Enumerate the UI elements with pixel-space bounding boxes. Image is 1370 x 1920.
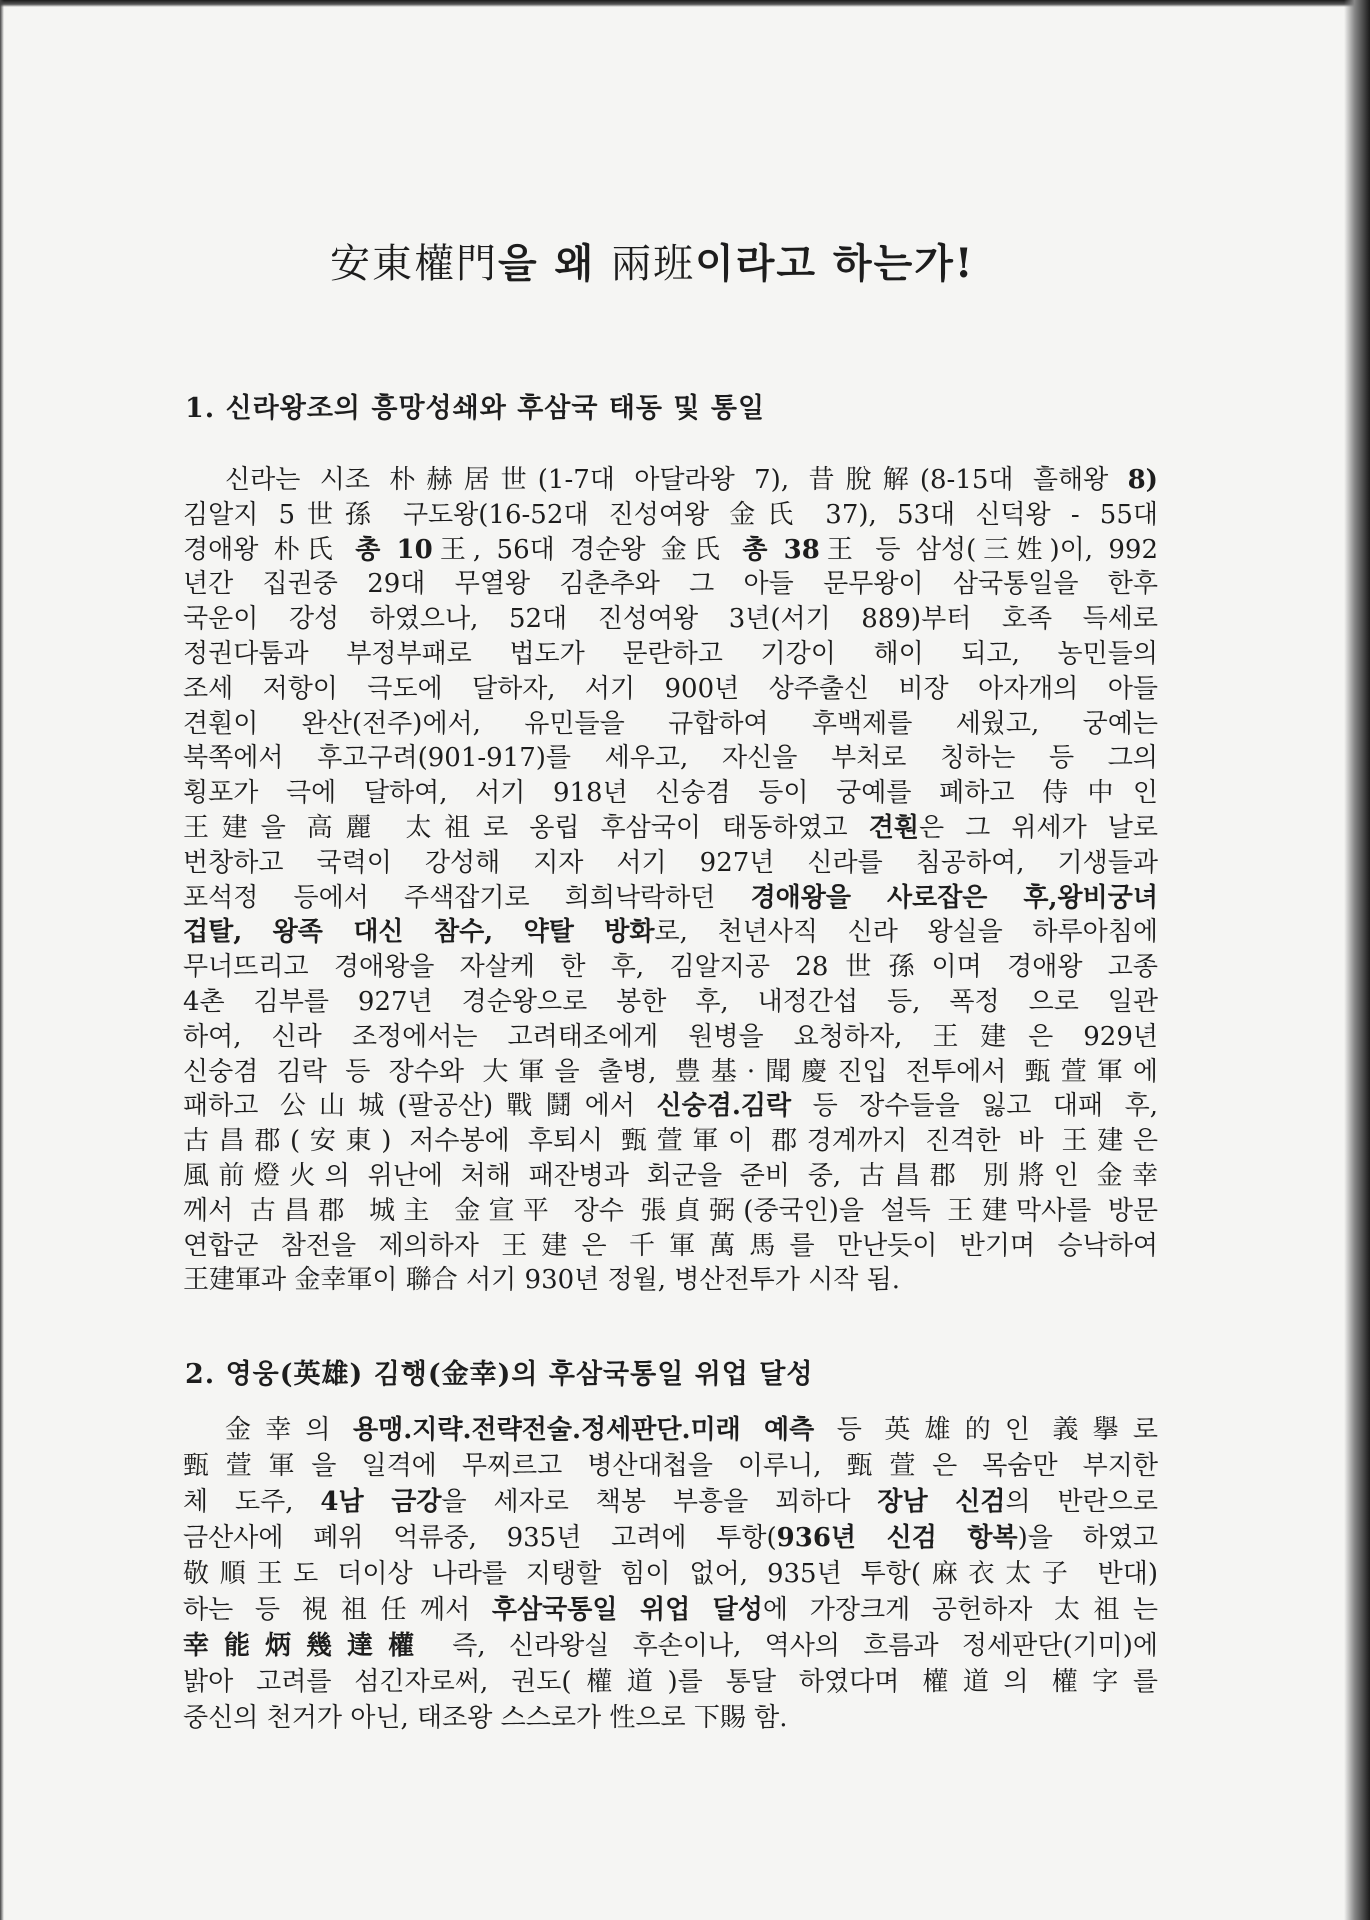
text-segment: 중신의 천거가 아닌, 태조왕 스스로가 性으로 下賜 함. bbox=[183, 1703, 788, 1733]
bold-text: 겁탈, 왕족 대신 참수, 약탈 방화 bbox=[183, 917, 655, 948]
text-line bbox=[183, 811, 1158, 846]
bold-text: 견훤 bbox=[868, 812, 919, 843]
text-segment: 4촌 김부를 927년 경순왕으로 봉한 후, 내정간섭 등, 폭정 으로 일관 bbox=[183, 986, 1158, 1017]
text-segment: 王, 56대 경순왕 金氏 bbox=[432, 534, 743, 565]
text-segment: 하여, 신라 조정에서는 고려태조에게 원병을 요청하자, 王建은 929년 bbox=[183, 1021, 1158, 1052]
text-line bbox=[183, 463, 1158, 498]
text-line bbox=[183, 567, 1158, 602]
text-line bbox=[183, 985, 1158, 1020]
document-title bbox=[330, 232, 974, 289]
text-segment: 금산사에 폐위 억류중, 935년 고려에 투항( bbox=[183, 1523, 777, 1553]
text-segment: 번창하고 국력이 강성해 지자 서기 927년 신라를 침공하여, 기생들과 bbox=[183, 847, 1158, 878]
title-segment: 을 왜 bbox=[498, 240, 612, 287]
text-segment: 의 반란으로 bbox=[1005, 1487, 1158, 1517]
text-segment: 로, 천년사직 신라 왕실을 하루아침에 bbox=[654, 917, 1158, 948]
text-segment: 북쪽에서 후고구려(901-917)를 세우고, 자신을 부처로 칭하는 등 그의 bbox=[183, 743, 1158, 774]
text-segment: 패하고 公山城(팔공산)戰鬪에서 bbox=[183, 1091, 657, 1122]
text-line bbox=[183, 1124, 1158, 1159]
text-line bbox=[183, 1628, 1158, 1664]
bold-text: 후삼국통일 위업 달성 bbox=[491, 1595, 763, 1625]
text-line bbox=[183, 1412, 1158, 1448]
text-line bbox=[183, 707, 1158, 742]
bold-text: 총 10 bbox=[355, 534, 433, 565]
text-line bbox=[183, 672, 1158, 707]
bold-text: 8) bbox=[1127, 465, 1158, 495]
text-segment: 신라는 시조 朴赫居世(1-7대 아달라왕 7), 昔脫解(8-15대 흘해왕 bbox=[225, 465, 1128, 495]
text-segment: 을 세자로 책봉 부흥을 꾀하다 bbox=[441, 1487, 878, 1517]
text-line bbox=[183, 1520, 1158, 1556]
text-line bbox=[183, 602, 1158, 637]
text-segment: 밝아 고려를 섬긴자로써, 권도(權道)를 통달 하였다며 權道의 權字를 bbox=[183, 1667, 1158, 1697]
scan-edge-left bbox=[0, 0, 4, 1920]
text-line bbox=[183, 1556, 1158, 1592]
text-segment: 횡포가 극에 달하여, 서기 918년 신숭겸 등이 궁예를 폐하고 侍中인 bbox=[183, 778, 1158, 809]
bold-text: 신숭겸.김락 bbox=[656, 1091, 792, 1122]
text-line bbox=[183, 533, 1158, 568]
text-line bbox=[183, 1484, 1158, 1520]
text-segment: 정권다툼과 부정부패로 법도가 문란하고 기강이 해이 되고, 농민들의 bbox=[183, 638, 1158, 669]
text-segment: 風前燈火의 위난에 처해 패잔병과 회군을 준비 중, 古昌郡 別將인 金幸 bbox=[183, 1160, 1158, 1191]
text-line bbox=[183, 1700, 1158, 1736]
text-line bbox=[183, 1664, 1158, 1700]
text-segment: 께서 古昌郡 城主 金宣平 장수 張貞弼(중국인)을 설득 王建막사를 방문 bbox=[183, 1195, 1158, 1226]
text-segment: 체 도주, bbox=[183, 1487, 321, 1517]
text-segment: 王 등 삼성(三姓)이, 992 bbox=[819, 534, 1159, 565]
section-2-heading: 2. 영웅(英雄) 김행(金幸)의 후삼국통일 위업 달성 bbox=[185, 1359, 814, 1390]
text-line bbox=[183, 1159, 1158, 1194]
text-segment: 甄萱軍을 일격에 무찌르고 병산대첩을 이루니, 甄萱은 목숨만 부지한 bbox=[183, 1451, 1158, 1481]
title-segment: 이라고 하는가! bbox=[695, 240, 975, 287]
text-segment: 경애왕 朴氏 bbox=[183, 534, 356, 565]
bold-text: 경애왕을 사로잡은 후,왕비궁녀 bbox=[750, 882, 1158, 913]
text-segment: 연합군 참전을 제의하자 王建은 千軍萬馬를 만난듯이 반기며 승낙하여 bbox=[183, 1230, 1158, 1261]
text-segment: 王建軍과 金幸軍이 聯合 서기 930년 정월, 병산전투가 시작 됨. bbox=[183, 1265, 901, 1296]
text-line bbox=[183, 1229, 1158, 1264]
text-segment: 무너뜨리고 경애왕을 자살케 한 후, 김알지공 28世孫이며 경애왕 고종 bbox=[183, 952, 1158, 983]
section-1-heading: 1. 신라왕조의 흥망성쇄와 후삼국 태동 및 통일 bbox=[185, 393, 766, 424]
text-segment: 견훤이 완산(전주)에서, 유민들을 규합하여 후백제를 세웠고, 궁예는 bbox=[183, 708, 1158, 739]
text-line bbox=[183, 498, 1158, 533]
text-line bbox=[183, 950, 1158, 985]
text-segment: 敬順王도 더이상 나라를 지탱할 힘이 없어, 935년 투항(麻衣太子 반대) bbox=[183, 1559, 1158, 1589]
text-segment: 金幸의 bbox=[225, 1415, 353, 1445]
text-segment: 하는 등 視祖任께서 bbox=[183, 1595, 492, 1625]
text-line bbox=[183, 776, 1158, 811]
text-line bbox=[183, 741, 1158, 776]
bold-text: 총 38 bbox=[742, 534, 820, 565]
text-line bbox=[183, 915, 1158, 950]
text-line bbox=[183, 1055, 1158, 1090]
bold-text: 4남 금강 bbox=[320, 1487, 442, 1517]
text-segment: 조세 저항이 극도에 달하자, 서기 900년 상주출신 비장 아자개의 아들 bbox=[183, 673, 1158, 704]
text-segment: 에 가장크게 공헌하자 太祖는 bbox=[762, 1595, 1158, 1625]
text-line bbox=[183, 1089, 1158, 1124]
text-line bbox=[183, 846, 1158, 881]
text-segment: 등 장수들을 잃고 대패 후, bbox=[791, 1091, 1159, 1122]
section-2-paragraph bbox=[183, 1412, 1158, 1736]
text-segment: 王建을 高麗 太祖로 옹립 후삼국이 태동하였고 bbox=[183, 812, 869, 843]
text-line bbox=[183, 1448, 1158, 1484]
scan-edge-top bbox=[0, 0, 1370, 7]
text-segment: 즉, 신라왕실 후손이나, 역사의 흐름과 정세판단(기미)에 bbox=[429, 1631, 1158, 1661]
bold-text: 幸能炳幾達權 bbox=[183, 1631, 430, 1661]
text-line bbox=[183, 637, 1158, 672]
text-line bbox=[183, 1020, 1158, 1055]
text-line bbox=[183, 1592, 1158, 1628]
scan-edge-right bbox=[1344, 0, 1370, 1920]
bold-text: 장남 신검 bbox=[877, 1487, 1006, 1517]
text-segment: 등 英雄的인 義擧로 bbox=[814, 1415, 1158, 1445]
title-segment: 兩班 bbox=[611, 241, 696, 287]
text-segment: 은 그 위세가 날로 bbox=[918, 812, 1158, 843]
text-segment: )을 하였고 bbox=[1017, 1523, 1158, 1553]
bold-text: 용맹.지략.전략전술.정세판단.미래 예측 bbox=[352, 1415, 815, 1445]
text-segment: 김알지 5世孫 구도왕(16-52대 진성여왕 金氏 37), 53대 신덕왕 - 55대 bbox=[183, 499, 1158, 530]
text-segment: 국운이 강성 하였으나, 52대 진성여왕 3년(서기 889)부터 호족 득세로 bbox=[183, 604, 1158, 635]
text-segment: 포석정 등에서 주색잡기로 희희낙락하던 bbox=[183, 882, 751, 913]
text-line bbox=[183, 881, 1158, 916]
text-line bbox=[183, 1194, 1158, 1229]
section-1-paragraph bbox=[183, 463, 1158, 1298]
text-segment: 년간 집권중 29대 무열왕 김춘추와 그 아들 문무왕이 삼국통일을 한후 bbox=[183, 569, 1158, 600]
text-segment: 古昌郡(安東) 저수봉에 후퇴시 甄萱軍이 郡경계까지 진격한 바 王建은 bbox=[183, 1126, 1158, 1157]
title-segment: 安東權門 bbox=[330, 241, 498, 287]
text-line bbox=[183, 1263, 1158, 1298]
bold-text: 936년 신검 항복 bbox=[776, 1523, 1018, 1553]
text-segment: 신숭겸 김락 등 장수와 大軍을 출병, 豊基·聞慶진입 전투에서 甄萱軍에 bbox=[183, 1056, 1158, 1087]
